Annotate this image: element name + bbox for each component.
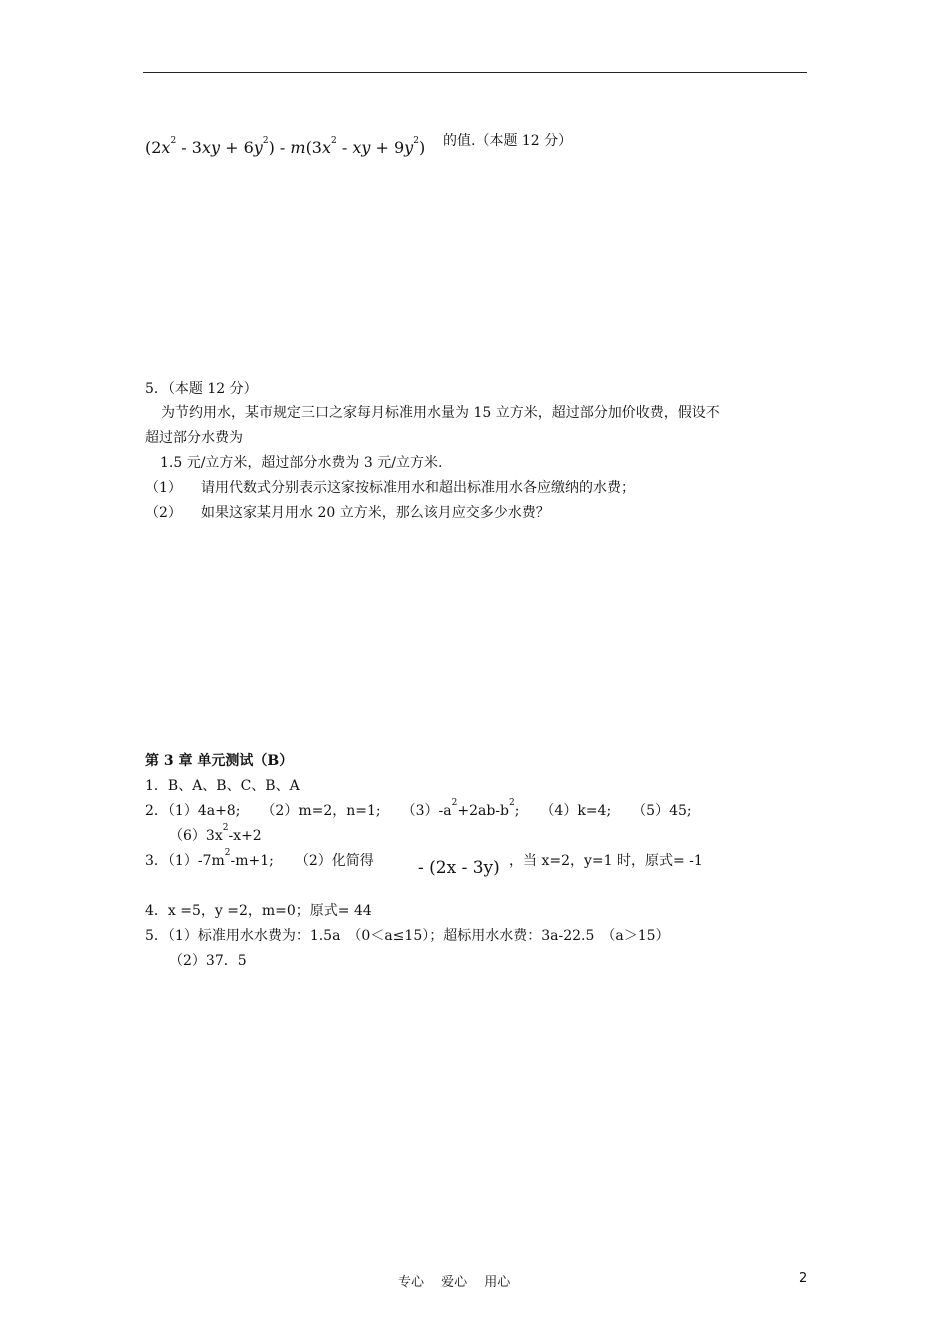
answer-4: 4．x =5，y =2，m=0；原式= 44 bbox=[145, 903, 372, 919]
problem5-line2: 超过部分水费为 bbox=[145, 430, 243, 446]
top-expression-suffix: 的值.（本题 12 分） bbox=[443, 133, 573, 149]
problem5-q2-number: （2） bbox=[145, 505, 182, 521]
problem5-heading: 5．（本题 12 分） bbox=[145, 381, 258, 397]
problem5-line3: 1.5 元/立方米，超过部分水费为 3 元/立方米. bbox=[160, 455, 443, 471]
answer-3: 3．$(1)-7m^2-m+1$; （2）化简得 bbox=[145, 848, 374, 869]
answers-title: 第 3 章 单元测试（B） bbox=[145, 753, 294, 769]
page-number: 2 bbox=[799, 1271, 808, 1286]
answer-3-suffix: ，当 x=2，y=1 时，原式= -1 bbox=[509, 853, 703, 869]
top-expression: $(2x^2 - 3xy + 6y^2) - m(3x^2$ - xy + $9y^2$) bbox=[145, 136, 426, 157]
answer-5-line2: （2）37．5 bbox=[169, 953, 247, 969]
problem5-q2-text: 如果这家某月用水 20 立方米，那么该月应交多少水费？ bbox=[201, 505, 550, 521]
problem5-line1: 为节约用水，某市规定三口之家每月标准用水量为 15 立方米，超过部分加价收费，假设不 bbox=[161, 405, 720, 421]
header-rule bbox=[143, 72, 807, 73]
answer-3-expression: - (2x - 3y) bbox=[418, 858, 500, 878]
answer-5-line1: 5．（1）标准用水水费为：1.5a （0＜a≤15）；超标用水水费：3a-22.5 （a＞15） bbox=[145, 928, 670, 944]
problem5-q1-number: （1） bbox=[145, 480, 182, 496]
answer-2-line1: 2．（1）4a+8; （2）m=2，n=1; $(3)-a^2+2ab-b^2$; （4）k=4; （5）45; bbox=[145, 798, 692, 819]
problem5-q1-text: 请用代数式分别表示这家按标准用水和超出标准用水各应缴纳的水费； bbox=[201, 480, 635, 496]
footer-motto: 专心 爱心 用心 bbox=[398, 1275, 511, 1290]
answer-2-line2: $(6)3x^2-x+2$ bbox=[169, 823, 262, 844]
answer-1: 1．B、A、B、C、B、A bbox=[145, 778, 300, 794]
